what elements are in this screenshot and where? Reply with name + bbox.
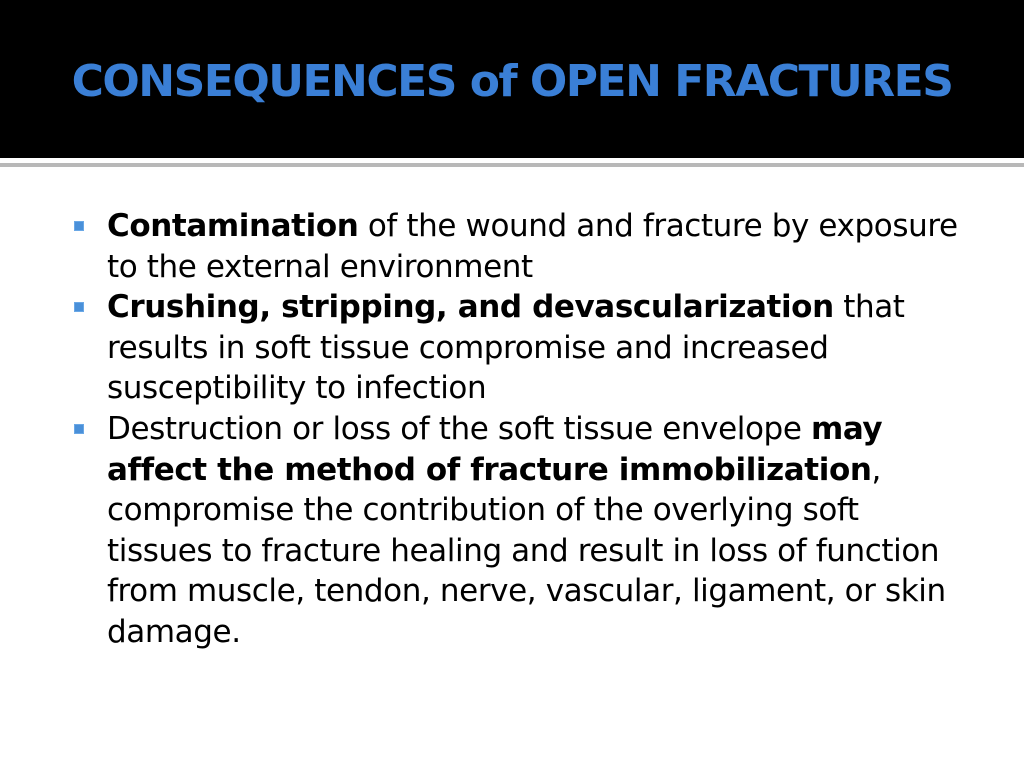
title-divider — [0, 163, 1024, 167]
title-band — [0, 0, 1024, 158]
bullet-item-destruction — [72, 409, 972, 653]
bullet-item-crushing — [72, 287, 972, 409]
bullet-bold-text: Contamination — [107, 208, 359, 244]
square-bullet-icon — [74, 302, 84, 312]
bullet-item-contamination — [72, 206, 972, 287]
slide-title: CONSEQUENCES of OPEN FRACTURES — [71, 56, 953, 107]
bullet-text: that results in soft tissue compromise and increased susceptibility to infection — [107, 289, 905, 407]
bullet-text: of the wound and fracture by exposure to the external environment — [107, 208, 958, 285]
bullet-list — [72, 206, 972, 653]
bullet-bold-text: may affect the method of fracture immobilization — [107, 410, 883, 488]
square-bullet-icon — [74, 424, 84, 434]
bullet-lead-text: Destruction or loss of the soft tissue envelope — [107, 410, 811, 447]
bullet-bold-text: Crushing, stripping, and devascularization — [107, 289, 834, 326]
square-bullet-icon — [74, 221, 84, 231]
bullet-text: , compromise the contribution of the overlying soft tissues to fracture healing and result in loss of function from muscle, tendon, nerve, vascular, ligament, or skin damage. — [107, 451, 946, 650]
